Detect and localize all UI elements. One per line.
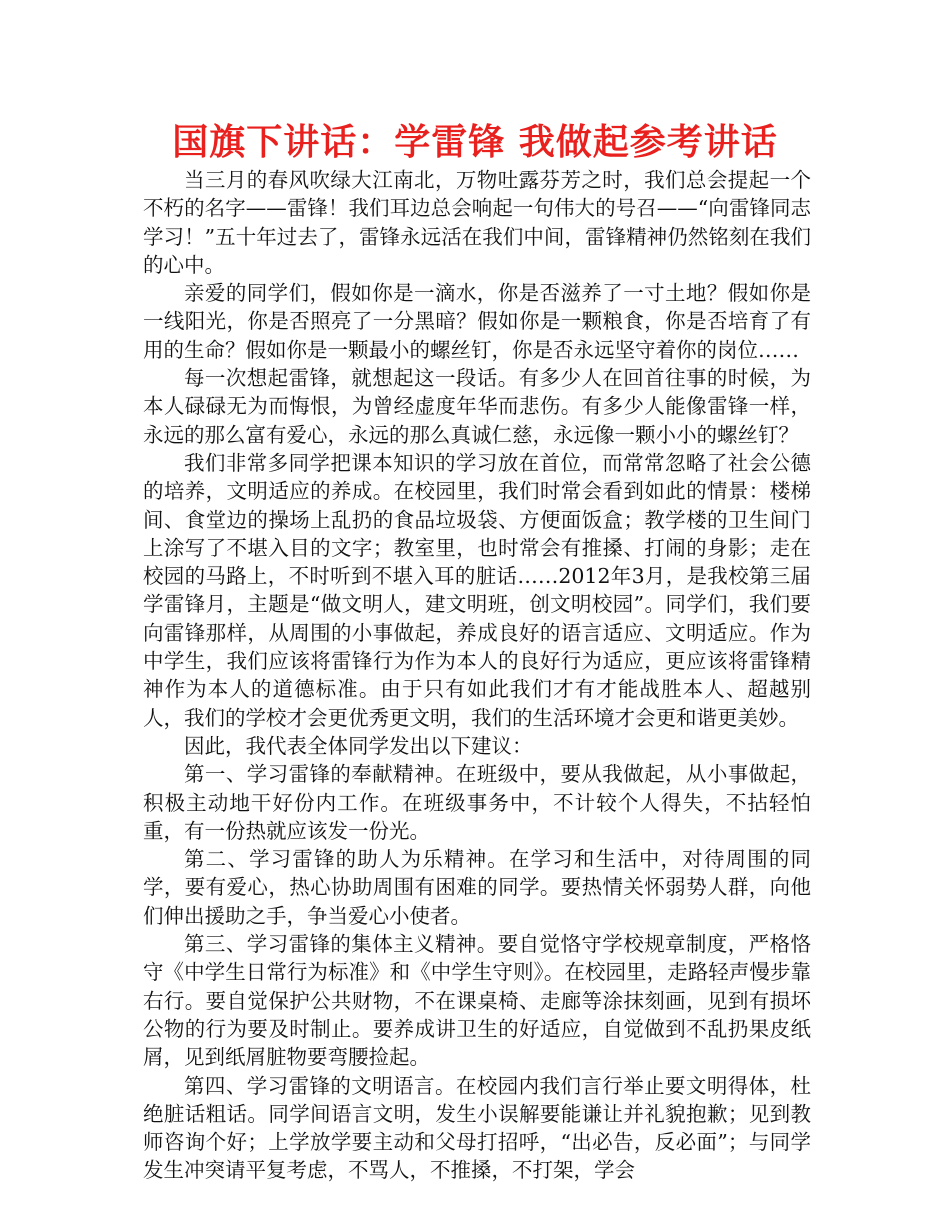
paragraph-5: 因此，我代表全体同学发出以下建议： <box>184 733 533 758</box>
paragraph-8: 第三、学习雷锋的集体主义精神。要自觉恪守学校规章制度，严格恪守《中学生日常行为标准》和《中学生守则》。在校园里，走路轻声慢步靠右行。要自觉保护公共财物，不在课桌椅、走廊等涂抹刻画，见到有损坏公物的行为要及时制止。要养成讲卫生的好适应，自觉做到不乱扔果皮纸屑，见到纸屑脏物要弯腰捡起。 <box>143 932 811 1070</box>
page-title: 国旗下讲话：学雷锋 我做起参考讲话 <box>172 122 778 163</box>
paragraph-9: 第四、学习雷锋的文明语言。在校园内我们言行举止要文明得体，杜绝脏话粗话。同学间语言文明，发生小误解要能谦让并礼貌抱歉；见到教师咨询个好；上学放学要主动和父母打招呼，“出必告，反必面”；与同学发生冲突请平复考虑，不骂人，不推搡，不打架，学会 <box>143 1073 811 1183</box>
paragraph-3: 每一次想起雷锋，就想起这一段话。有多少人在回首往事的时候，为本人碌碌无为而悔恨，为曾经虚度年华而悲伤。有多少人能像雷锋一样，永远的那么富有爱心，永远的那么真诚仁慈，永远像一颗小小的螺丝钉？ <box>143 366 811 447</box>
paragraph-4: 我们非常多同学把课本知识的学习放在首位，而常常忽略了社会公德的培养，文明适应的养成。在校园里，我们时常会看到如此的情景：楼梯间、食堂边的操场上乱扔的食品垃圾袋、方便面饭盒；教学楼的卫生间门上涂写了不堪入目的文字；教室里，也时常会有推搡、打闹的身影；走在校园的马路上，不时听到不堪入耳的脏话……2012年3月，是我校第三届学雷锋月，主题是“做文明人，建文明班，创文明校园”。同学们，我们要向雷锋那样，从周围的小事做起，养成良好的语言适应、文明适应。作为中学生，我们应该将雷锋行为作为本人的良好行为适应，更应该将雷锋精神作为本人的道德标准。由于只有如此我们才有才能战胜本人、超越别人，我们的学校才会更优秀更文明，我们的生活环境才会更和谐更美妙。 <box>143 450 811 730</box>
paragraph-6: 第一、学习雷锋的奉献精神。在班级中，要从我做起，从小事做起，积极主动地干好份内工作。在班级事务中，不计较个人得失，不拈轻怕重，有一份热就应该发一份光。 <box>143 762 811 843</box>
paragraph-7: 第二、学习雷锋的助人为乐精神。在学习和生活中，对待周围的同学，要有爱心，热心协助周围有困难的同学。要热情关怀弱势人群，向他们伸出援助之手，争当爱心小使者。 <box>143 847 811 928</box>
paragraph-2: 亲爱的同学们，假如你是一滴水，你是否滋养了一寸土地？假如你是一线阳光，你是否照亮了一分黑暗？假如你是一颗粮食，你是否培育了有用的生命？假如你是一颗最小的螺丝钉，你是否永远坚守着你的岗位…… <box>143 281 811 362</box>
paragraph-1: 当三月的春风吹绿大江南北，万物吐露芬芳之时，我们总会提起一个不朽的名字——雷锋！我们耳边总会响起一句伟大的号召——“向雷锋同志学习！”五十年过去了，雷锋永远活在我们中间，雷锋精神仍然铭刻在我们的心中。 <box>143 168 811 277</box>
document-body <box>143 166 811 1185</box>
